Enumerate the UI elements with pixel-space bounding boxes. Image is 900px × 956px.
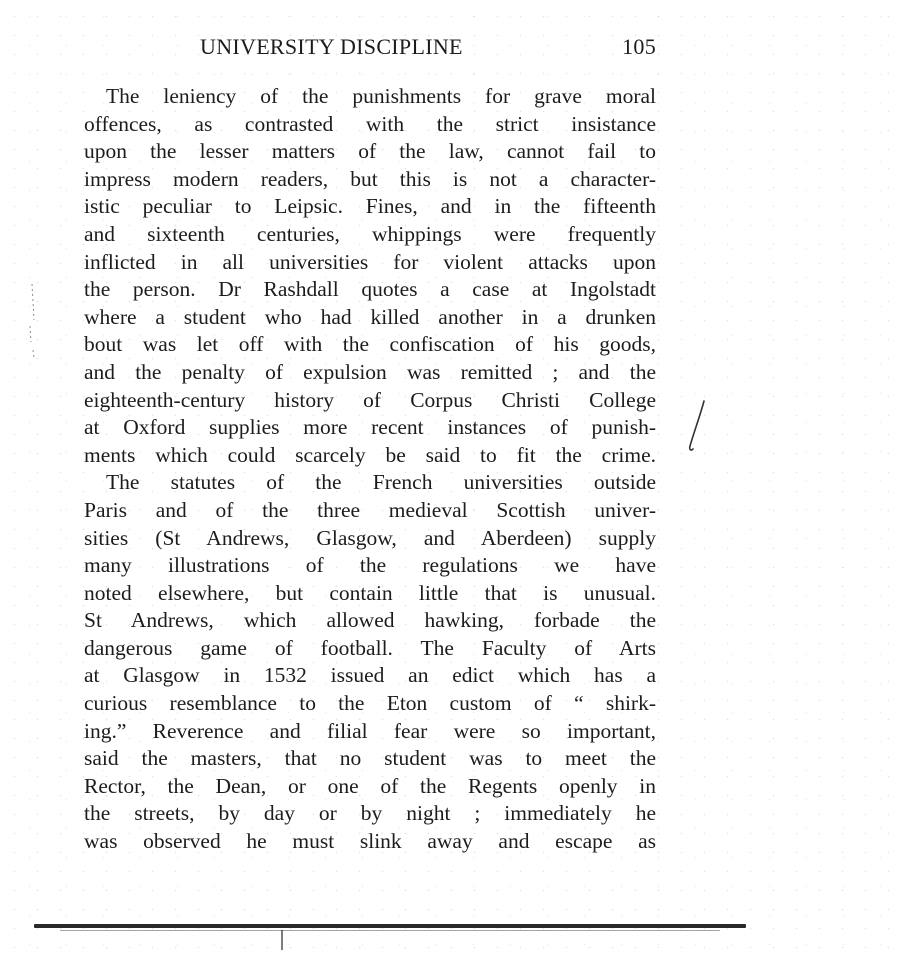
text-line: dangerous game of football. The Faculty of Arts [84,635,656,660]
text-line: and the penalty of expulsion was remitted ; and the [84,359,656,384]
text-line: ments which could scarcely be said to fit the crime. [84,442,656,467]
text-line: inflicted in all universities for violent attacks upon [84,249,656,274]
text-line: many illustrations of the regulations we have [84,553,656,578]
text-line: the person. Dr Rashdall quotes a case at Ingolstadt [84,277,656,302]
text-line: was observed he must slink away and escape as [84,829,656,854]
text-line: St Andrews, which allowed hawking, forbade the [84,608,656,633]
running-title: UNIVERSITY DISCIPLINE [200,34,463,59]
text-line: eighteenth-century history of Corpus Christi College [84,387,656,412]
page-number: 105 [622,34,656,59]
text-line: Rector, the Dean, or one of the Regents openly in [84,773,656,798]
body-text [84,83,656,856]
text-line: at Oxford supplies more recent instances of punish- [84,415,656,440]
text-line: istic peculiar to Leipsic. Fines, and in the fifteenth [84,194,656,219]
text-line: curious resemblance to the Eton custom of “ shirk- [84,691,656,716]
text-line: The statutes of the French universities outside [106,470,656,495]
bottom-tick [281,930,283,950]
text-line: ing.” Reverence and filial fear were so important, [84,718,656,743]
text-line: The leniency of the punishments for grave moral [106,84,656,108]
text-line: sities (St Andrews, Glasgow, and Aberdeen) supply [84,525,656,550]
text-line: bout was let off with the confiscation of his goods, [84,332,656,357]
text-line: where a student who had killed another in a drunken [84,304,656,329]
text-line: impress modern readers, but this is not a character- [84,166,656,191]
text-line: noted elsewhere, but contain little that is unusual. [84,580,656,605]
bottom-rule-shadow [60,930,720,931]
text-line: offences, as contrasted with the strict insistance [84,111,656,136]
margin-mark-icon [22,280,52,390]
pencil-mark-icon [682,398,712,458]
text-line: upon the lesser matters of the law, cannot fail to [84,139,656,164]
text-line: at Glasgow in 1532 issued an edict which has a [84,663,656,688]
bottom-rule [34,924,746,928]
text-line: and sixteenth centuries, whippings were frequently [84,221,656,246]
text-line: said the masters, that no student was to meet the [84,746,656,771]
text-line: Paris and of the three medieval Scottish univer- [84,497,656,522]
text-line: the streets, by day or by night ; immediately he [84,801,656,826]
running-head [200,34,656,64]
